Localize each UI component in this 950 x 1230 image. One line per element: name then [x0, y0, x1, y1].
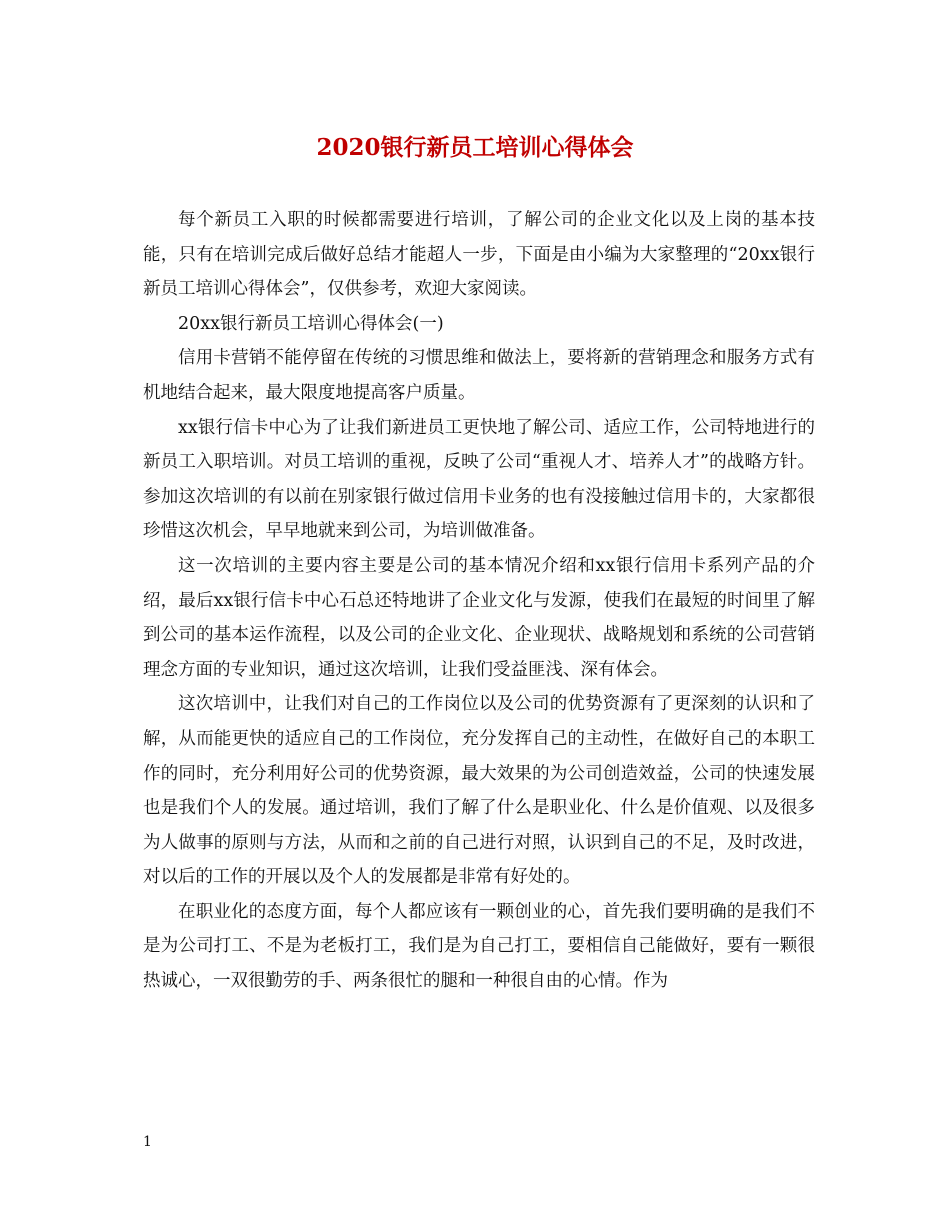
paragraph: xx银行信卡中心为了让我们新进员工更快地了解公司、适应工作，公司特地进行的新员工入职培训。对员工培训的重视，反映了公司“重视人才、培养人才”的战略方针。参加这次培训的有以前在别家银行做过信用卡业务的也有没接触过信用卡的，大家都很珍惜这次机会，早早地就来到公司，为培训做准备。 — [143, 417, 815, 542]
paragraph: 这次培训中，让我们对自己的工作岗位以及公司的优势资源有了更深刻的认识和了解，从而能更快的适应自己的工作岗位，充分发挥自己的主动性，在做好自己的本职工作的同时，充分利用好公司的优势资源，最大效果的为公司创造效益，公司的快速发展也是我们个人的发展。通过培训，我们了解了什么是职业化、什么是价值观、以及很多为人做事的原则与方法，从而和之前的自己进行对照，认识到自己的不足，及时改进，对以后的工作的开展以及个人的发展都是非常有好处的。 — [143, 694, 815, 888]
paragraph: 这一次培训的主要内容主要是公司的基本情况介绍和xx银行信用卡系列产品的介绍，最后xx银行信卡中心石总还特地讲了企业文化与发源，使我们在最短的时间里了解到公司的基本运作流程，以及公司的企业文化、企业现状、战略规划和系统的公司营销理念方面的专业知识，通过这次培训，让我们受益匪浅、深有体会。 — [143, 555, 815, 680]
document-title: 2020银行新员工培训心得体会 — [316, 134, 634, 161]
section-heading: 20xx银行新员工培训心得体会(一) — [178, 313, 444, 334]
page-number: 1 — [143, 1134, 152, 1150]
paragraph: 信用卡营销不能停留在传统的习惯思维和做法上，要将新的营销理念和服务方式有机地结合起来，最大限度地提高客户质量。 — [143, 348, 815, 403]
paragraph: 在职业化的态度方面，每个人都应该有一颗创业的心，首先我们要明确的是我们不是为公司打工、不是为老板打工，我们是为自己打工，要相信自己能做好，要有一颗很热诚心，一双很勤劳的手、两条很忙的腿和一种很自由的心情。作为 — [143, 901, 815, 992]
paragraph-intro: 每个新员工入职的时候都需要进行培训，了解公司的企业文化以及上岗的基本技能，只有在培训完成后做好总结才能超人一步，下面是由小编为大家整理的“20xx银行新员工培训心得体会”，仅供参考，欢迎大家阅读。 — [143, 210, 815, 300]
document-body — [143, 203, 815, 999]
